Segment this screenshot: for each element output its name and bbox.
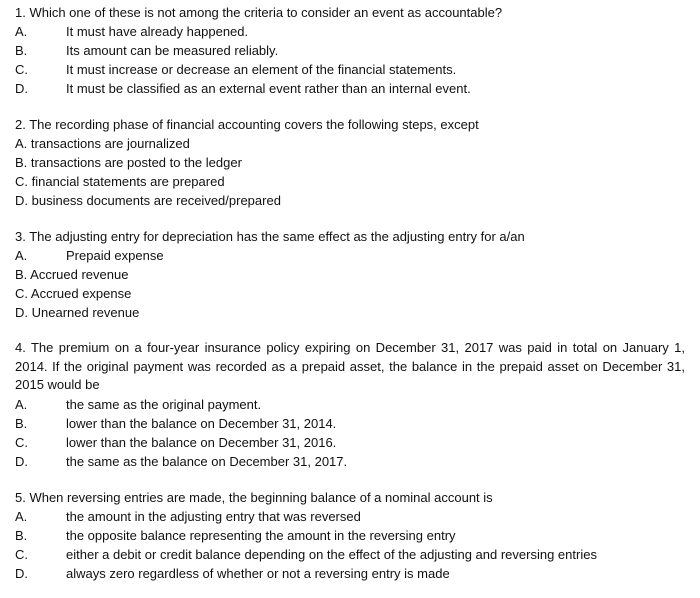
option-letter: C. — [15, 434, 28, 450]
option-letter: A. — [15, 24, 28, 39]
option-text: always zero regardless of whether or not a reversing entry is made — [66, 565, 450, 581]
option-letter: B. — [15, 527, 28, 543]
option-letter: D. — [15, 81, 28, 96]
option-text: the same as the original payment. — [66, 396, 262, 412]
option-text: either a debit or credit balance depending on the effect of the adjusting and reversing entries — [66, 546, 597, 562]
question-3 — [15, 227, 685, 322]
option-letter: D. — [15, 565, 28, 581]
option-text: lower than the balance on December 31, 2014. — [66, 415, 337, 431]
spacer — [15, 98, 685, 115]
question-4-option-c — [15, 433, 685, 452]
question-5 — [15, 488, 685, 583]
option-text: the opposite balance representing the amount in the reversing entry — [66, 527, 456, 543]
question-2-option-a: A. transactions are journalized — [15, 136, 190, 151]
question-3-option-c: C. Accrued expense — [15, 286, 132, 301]
question-1-option-a — [15, 22, 685, 41]
option-letter: B. — [15, 415, 28, 431]
option-letter: C. — [15, 62, 28, 77]
spacer — [15, 210, 685, 227]
option-letter: C. — [15, 546, 28, 562]
question-5-option-c — [15, 545, 685, 564]
question-4-option-a — [15, 395, 685, 414]
spacer — [15, 471, 685, 488]
question-1-option-c — [15, 60, 685, 79]
question-2 — [15, 115, 685, 210]
question-5-option-a — [15, 507, 685, 526]
option-text: the amount in the adjusting entry that was reversed — [66, 508, 361, 524]
question-4-option-d — [15, 452, 685, 471]
question-3-option-a — [15, 246, 685, 265]
option-text: It must have already happened. — [66, 24, 249, 39]
question-5-option-b — [15, 526, 685, 545]
question-2-option-b: B. transactions are posted to the ledger — [15, 155, 242, 170]
question-5-option-d — [15, 564, 685, 583]
question-5-stem: 5. When reversing entries are made, the beginning balance of a nominal account is — [15, 489, 493, 505]
option-letter: B. — [15, 43, 28, 58]
option-text: Its amount can be measured reliably. — [66, 43, 279, 58]
question-2-option-c: C. financial statements are prepared — [15, 174, 225, 189]
option-text: It must be classified as an external event rather than an internal event. — [66, 81, 471, 96]
option-text: It must increase or decrease an element of the financial statements. — [66, 62, 457, 77]
option-letter: D. — [15, 453, 28, 469]
document-page — [15, 3, 685, 583]
question-4-stem: 4. The premium on a four-year insurance policy expiring on December 31, 2017 was paid in total on January 1, 2014. If the original payment was recorded as a prepaid asset, the balance in the prepaid asset on December 31, 2015 would be — [15, 340, 685, 392]
question-3-stem: 3. The adjusting entry for depreciation has the same effect as the adjusting entry for a/an — [15, 229, 525, 244]
option-letter: A. — [15, 248, 28, 263]
question-1-stem: 1. Which one of these is not among the criteria to consider an event as accountable? — [15, 5, 503, 20]
question-2-stem: 2. The recording phase of financial accounting covers the following steps, except — [15, 117, 479, 132]
question-1-option-d — [15, 79, 685, 98]
question-4-option-b — [15, 414, 685, 433]
spacer — [15, 322, 685, 339]
option-letter: A. — [15, 396, 28, 412]
question-4 — [15, 339, 685, 471]
question-1-option-b — [15, 41, 685, 60]
option-letter: A. — [15, 508, 28, 524]
question-3-option-b: B. Accrued revenue — [15, 267, 129, 282]
question-3-option-d: D. Unearned revenue — [15, 305, 140, 320]
option-text: lower than the balance on December 31, 2016. — [66, 434, 337, 450]
question-1 — [15, 3, 685, 98]
option-text: the same as the balance on December 31, 2017. — [66, 453, 348, 469]
option-text: Prepaid expense — [66, 248, 164, 263]
question-2-option-d: D. business documents are received/prepared — [15, 193, 281, 208]
